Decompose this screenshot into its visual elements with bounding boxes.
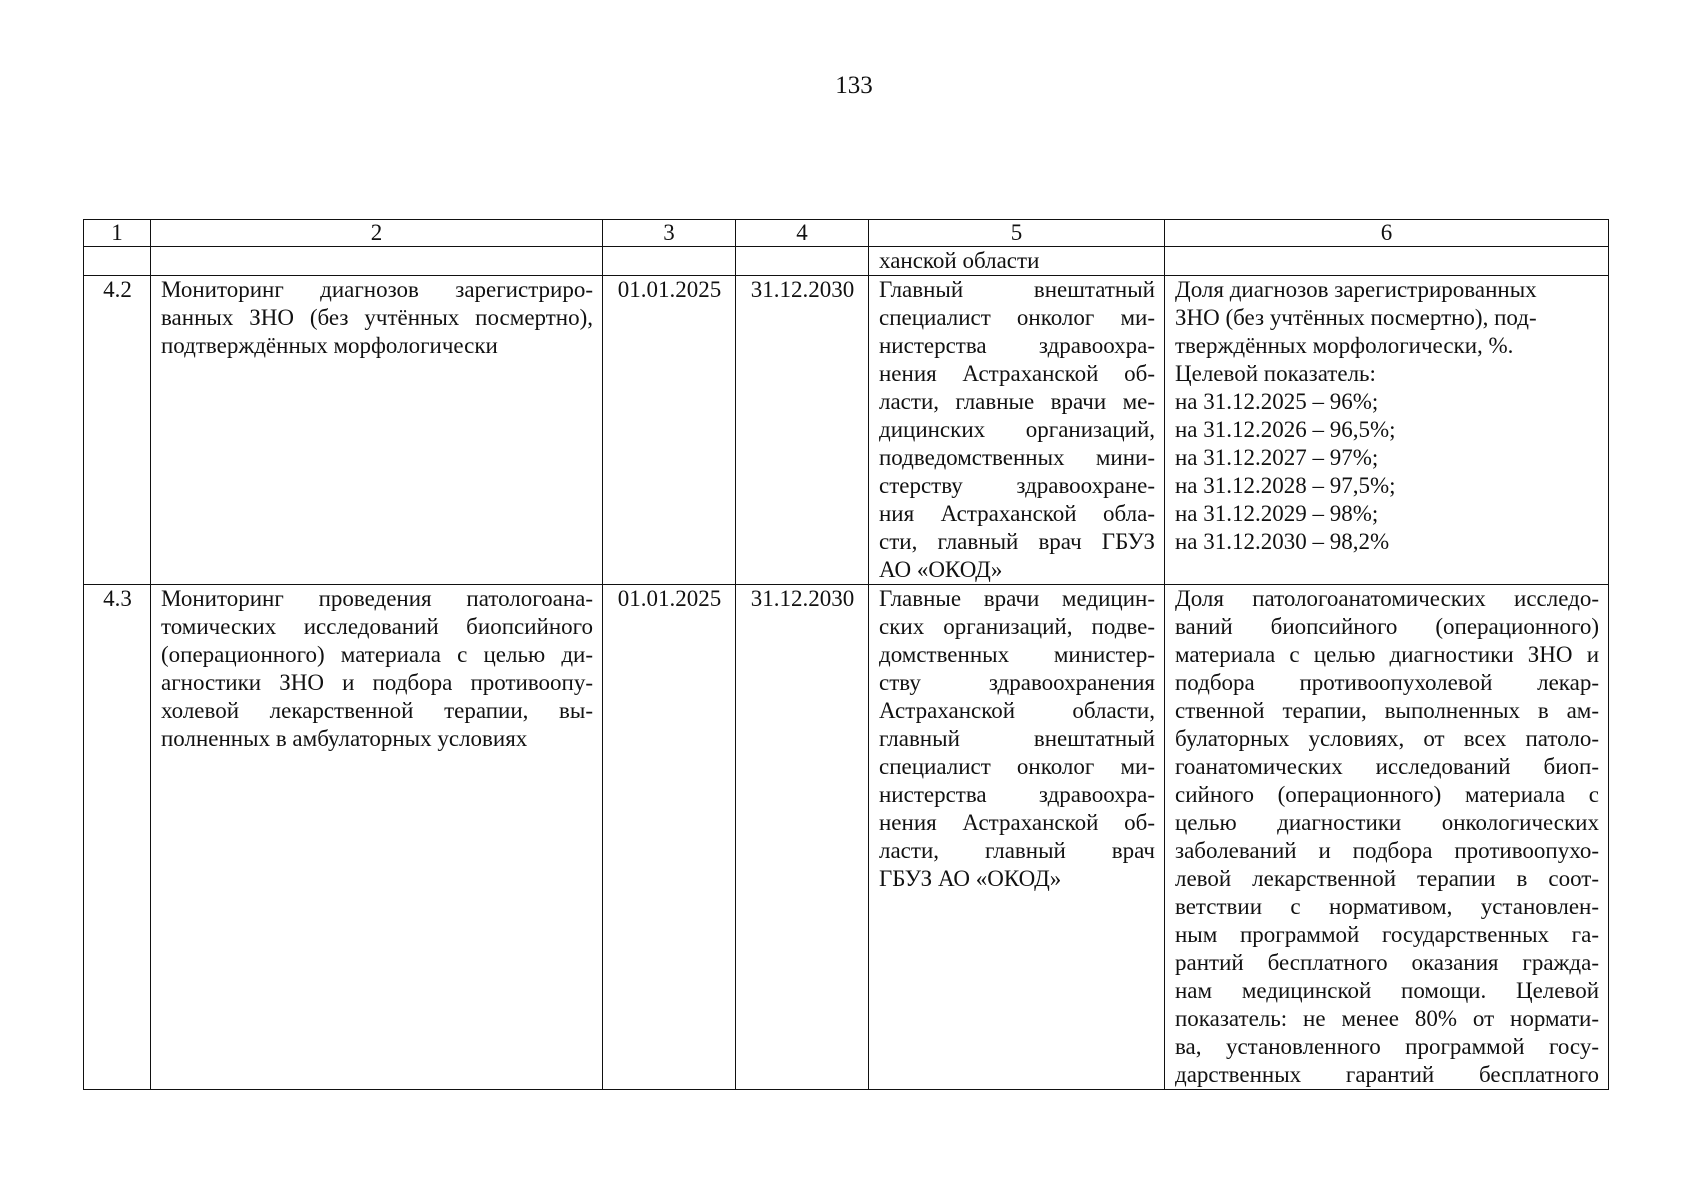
indicator-line: на 31.12.2028 – 97,5%;: [1175, 473, 1396, 498]
indicator-line: ным программой государственных га-: [1175, 922, 1599, 947]
responsible-line: Главный внештатный: [879, 277, 1155, 302]
indicator-line: тверждённых морфологически, %.: [1175, 333, 1514, 358]
indicator-line: на 31.12.2029 – 98%;: [1175, 501, 1379, 526]
indicator-line: на 31.12.2030 – 98,2%: [1175, 529, 1390, 554]
responsible-line: ству здравоохранения: [879, 670, 1155, 695]
responsible-line: нения Астраханской об-: [879, 810, 1155, 835]
indicator-line: рантий бесплатного оказания гражда-: [1175, 950, 1599, 975]
column-header-6: 6: [1165, 220, 1609, 247]
indicator-line: Доля патологоанатомических исследо-: [1175, 586, 1599, 611]
activity-line: ванных ЗНО (без учтённых посмертно),: [161, 305, 593, 330]
responsible-line: подведомственных мини-: [879, 445, 1155, 470]
column-header-3: 3: [603, 220, 736, 247]
responsible-line: ния Астраханской обла-: [879, 501, 1155, 526]
continuation-cell-3: [603, 247, 736, 276]
activity-line: подтверждённых морфологически: [161, 333, 498, 358]
measures-table: [83, 219, 1609, 1090]
activity-line: томических исследований биопсийного: [161, 614, 593, 639]
start-date: 01.01.2025: [603, 276, 736, 585]
responsible-line: АО «ОКОД»: [879, 557, 1003, 582]
indicator-line: дарственных гарантий бесплатного: [1175, 1062, 1599, 1087]
indicator-line: левой лекарственной терапии в соот-: [1175, 866, 1599, 891]
continuation-cell-1: [84, 247, 151, 276]
table-row-4-3: [84, 585, 1609, 1090]
indicator-line: на 31.12.2026 – 96,5%;: [1175, 417, 1396, 442]
indicator-line: на 31.12.2025 – 96%;: [1175, 389, 1379, 414]
table-row-4-2: [84, 276, 1609, 585]
continuation-cell-4: [736, 247, 869, 276]
activity-cell: [151, 276, 603, 585]
responsible-line: ласти, главный врач: [879, 838, 1155, 863]
start-date: 01.01.2025: [603, 585, 736, 1090]
indicator-line: ЗНО (без учтённых посмертно), под-: [1175, 305, 1537, 330]
indicator-line: ственной терапии, выполненных в ам-: [1175, 698, 1599, 723]
indicator-cell: [1165, 276, 1609, 585]
responsible-line: ГБУЗ АО «ОКОД»: [879, 866, 1062, 891]
indicator-line: нам медицинской помощи. Целевой: [1175, 978, 1599, 1003]
indicator-line: на 31.12.2027 – 97%;: [1175, 445, 1379, 470]
responsible-line: дицинских организаций,: [879, 417, 1155, 442]
indicator-line: заболеваний и подбора противоопухо-: [1175, 838, 1599, 863]
indicator-line: подбора противоопухолевой лекар-: [1175, 670, 1599, 695]
activity-line: холевой лекарственной терапии, вы-: [161, 698, 593, 723]
page-number: 133: [835, 72, 873, 99]
column-header-2: 2: [151, 220, 603, 247]
indicator-line: Доля диагнозов зарегистрированных: [1175, 277, 1537, 302]
activity-cell: [151, 585, 603, 1090]
indicator-line: показатель: не менее 80% от нормати-: [1175, 1006, 1599, 1031]
column-header-5: 5: [869, 220, 1165, 247]
continuation-cell-6: [1165, 247, 1609, 276]
continuation-cell-2: [151, 247, 603, 276]
indicator-line: ветствии с нормативом, установлен-: [1175, 894, 1599, 919]
responsible-line: домственных министер-: [879, 642, 1155, 667]
responsible-line: сти, главный врач ГБУЗ: [879, 529, 1155, 554]
responsible-line: нистерства здравоохра-: [879, 333, 1155, 358]
indicator-line: ваний биопсийного (операционного): [1175, 614, 1599, 639]
responsible-line: стерству здравоохране-: [879, 473, 1155, 498]
responsible-line: ских организаций, подве-: [879, 614, 1155, 639]
responsible-cell: [869, 276, 1165, 585]
responsible-line: главный внештатный: [879, 726, 1155, 751]
indicator-cell: [1165, 585, 1609, 1090]
activity-line: Мониторинг диагнозов зарегистриро-: [161, 277, 593, 302]
column-header-1: 1: [84, 220, 151, 247]
row-number: 4.3: [84, 585, 151, 1090]
responsible-line: специалист онколог ми-: [879, 305, 1155, 330]
indicator-line: целью диагностики онкологических: [1175, 810, 1599, 835]
activity-line: полненных в амбулаторных условиях: [161, 726, 528, 751]
indicator-line: булаторных условиях, от всех патоло-: [1175, 726, 1599, 751]
activity-line: Мониторинг проведения патологоана-: [161, 586, 593, 611]
indicator-line: ва, установленного программой госу-: [1175, 1034, 1599, 1059]
indicator-line: сийного (операционного) материала с: [1175, 782, 1599, 807]
end-date: 31.12.2030: [736, 276, 869, 585]
indicator-line: материала с целью диагностики ЗНО и: [1175, 642, 1599, 667]
responsible-cell: [869, 585, 1165, 1090]
end-date: 31.12.2030: [736, 585, 869, 1090]
activity-line: (операционного) материала с целью ди-: [161, 642, 593, 667]
column-header-4: 4: [736, 220, 869, 247]
responsible-line: ласти, главные врачи ме-: [879, 389, 1155, 414]
activity-line: агностики ЗНО и подбора противоопу-: [161, 670, 593, 695]
row-number: 4.2: [84, 276, 151, 585]
responsible-line: нистерства здравоохра-: [879, 782, 1155, 807]
responsible-line: Главные врачи медицин-: [879, 586, 1155, 611]
indicator-line: гоанатомических исследований биоп-: [1175, 754, 1599, 779]
responsible-line: нения Астраханской об-: [879, 361, 1155, 386]
continuation-row: [84, 247, 1609, 276]
responsible-line: специалист онколог ми-: [879, 754, 1155, 779]
responsible-line: Астраханской области,: [879, 698, 1155, 723]
indicator-line: Целевой показатель:: [1175, 361, 1376, 386]
continuation-responsible: ханской области: [869, 247, 1165, 276]
column-header-row: [84, 220, 1609, 247]
